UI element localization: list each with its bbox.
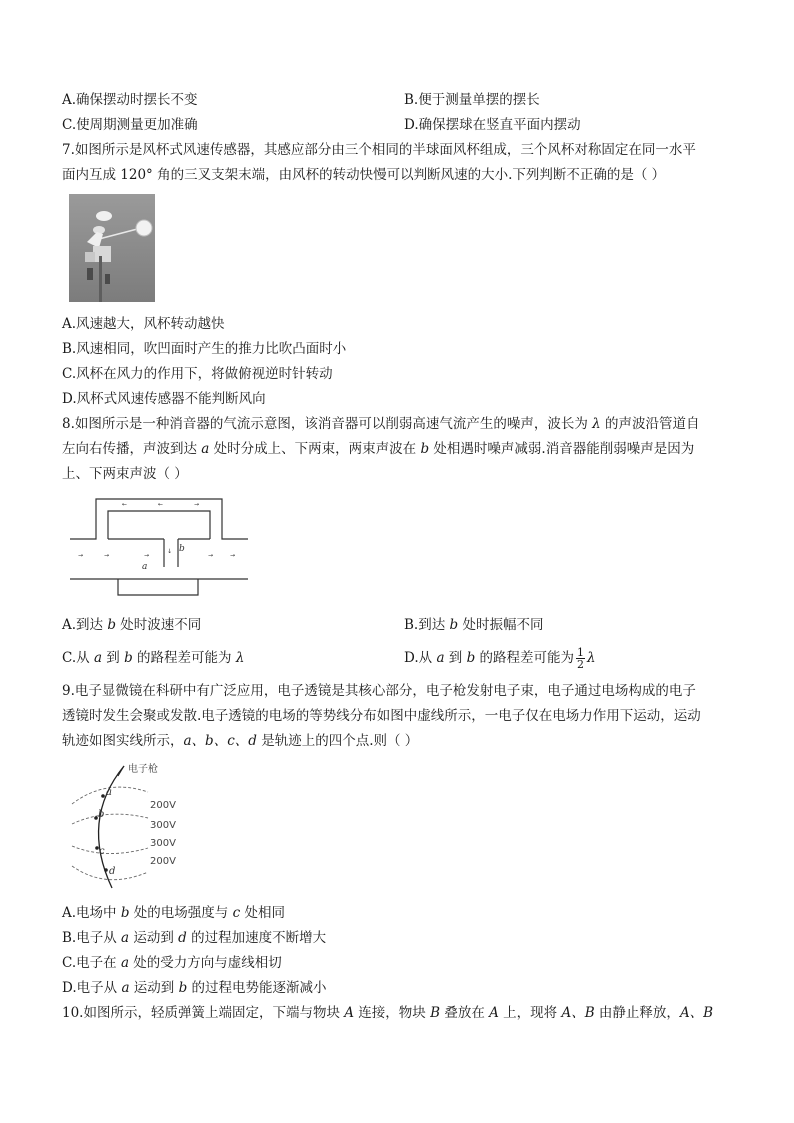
q7-option-a: A.风速越大，风杯转动越快 [62,316,225,332]
q7-stem-line-1: 7.如图所示是风杯式风速传感器，其感应部分由三个相同的半球面风杯组成，三个风杯对称固定在同一水平 [62,142,696,158]
q8-stem-line-3: 上、下两束声波（ ） [62,466,188,482]
q7-option-b: B.风速相同，吹凹面时产生的推力比吹凸面时小 [62,341,347,357]
q8-option-d: D.从 a 到 b 的路程差可能为 $\frac{1}{2}$ λ [404,646,596,671]
point-label-c: c [99,846,105,857]
q8-stem-line-2: 左向右传播，声波到达 a 处时分成上、下两束，两束声波在 b 处相遇时噪声减弱.消音器能削弱噪声是因为 [62,441,695,457]
svg-text:→: → [144,552,150,559]
svg-text:←: ← [122,501,128,508]
q9-stem-line-2: 透镜时发生会聚或发散.电子透镜的电场的等势线分布如图中虚线所示，一电子仅在电场力作用下运动，运动 [62,708,701,724]
point-label-b: b [98,809,105,820]
svg-text:→: → [194,501,200,508]
electron-lens-diagram [66,760,206,892]
q8-option-c: C.从 a 到 b 的路程差可能为 λ [62,650,245,666]
muffler-label-b: b [179,544,185,554]
q10-stem-line-1: 10.如图所示，轻质弹簧上端固定，下端与物块 A 连接，物块 B 叠放在 A 上，现将 A、B 由静止释放，A、B [62,1005,714,1021]
svg-text:→: → [230,552,236,559]
q6-options-row-2 [62,115,734,135]
potential-label-300v-top: 300V [150,820,176,831]
svg-text:←: ← [158,501,164,508]
anemometer-photo [69,194,155,302]
q6-option-c: C.使周期测量更加准确 [62,117,198,133]
svg-text:→: → [78,552,84,559]
potential-label-200v-bottom: 200V [150,856,176,867]
q9-option-b: B.电子从 a 运动到 d 的过程加速度不断增大 [62,930,327,946]
q8-stem-line-1: 8.如图所示是一种消音器的气流示意图，该消音器可以削弱高速气流产生的噪声，波长为 λ 的声波沿管道自 [62,416,700,432]
q9-option-c: C.电子在 a 处的受力方向与虚线相切 [62,955,282,971]
svg-text:↓: ↓ [167,548,173,555]
q7-stem-line-2: 面内互成 120° 角的三叉支架末端，由风杯的转动快慢可以判断风速的大小.下列判断不正确的是（ ） [62,167,666,183]
q6-option-b: B.便于测量单摆的摆长 [404,92,540,108]
point-label-a: a [106,787,112,798]
muffler-label-a: a [142,562,148,572]
q7-option-c: C.风杯在风力的作用下，将做俯视逆时针转动 [62,366,333,382]
q7-option-d: D.风杯式风速传感器不能判断风向 [62,391,266,407]
q8-options-row-1 [62,615,734,635]
svg-text:→: → [208,552,214,559]
fraction-one-half: $\frac{1}{2}$ [577,646,585,671]
symbol-lambda: λ [592,416,601,432]
potential-label-200v-top: 200V [150,800,176,811]
q9-option-d: D.电子从 a 运动到 b 的过程电势能逐渐减小 [62,980,327,996]
q8-option-b: B.到达 b 处时振幅不同 [404,617,544,633]
point-label-d: d [109,866,116,877]
q8-option-a: A.到达 b 处时波速不同 [62,617,202,633]
svg-text:→: → [104,552,110,559]
q6-option-d: D.确保摆球在竖直平面内摆动 [404,117,581,133]
muffler-diagram [68,495,250,599]
q9-stem-line-3: 轨迹如图实线所示，a、b、c、d 是轨迹上的四个点.则（ ） [62,733,419,749]
q6-option-a: A.确保摆动时摆长不变 [62,92,198,108]
electron-gun-label: 电子枪 [128,764,158,775]
potential-label-300v-bottom: 300V [150,838,176,849]
q8-options-row-2 [62,645,734,671]
q6-options-row-1 [62,90,734,110]
q9-stem-line-1: 9.电子显微镜在科研中有广泛应用，电子透镜是其核心部分，电子枪发射电子束，电子通过电场构成的电子 [62,683,696,699]
q9-option-a: A.电场中 b 处的电场强度与 c 处相同 [62,905,285,921]
